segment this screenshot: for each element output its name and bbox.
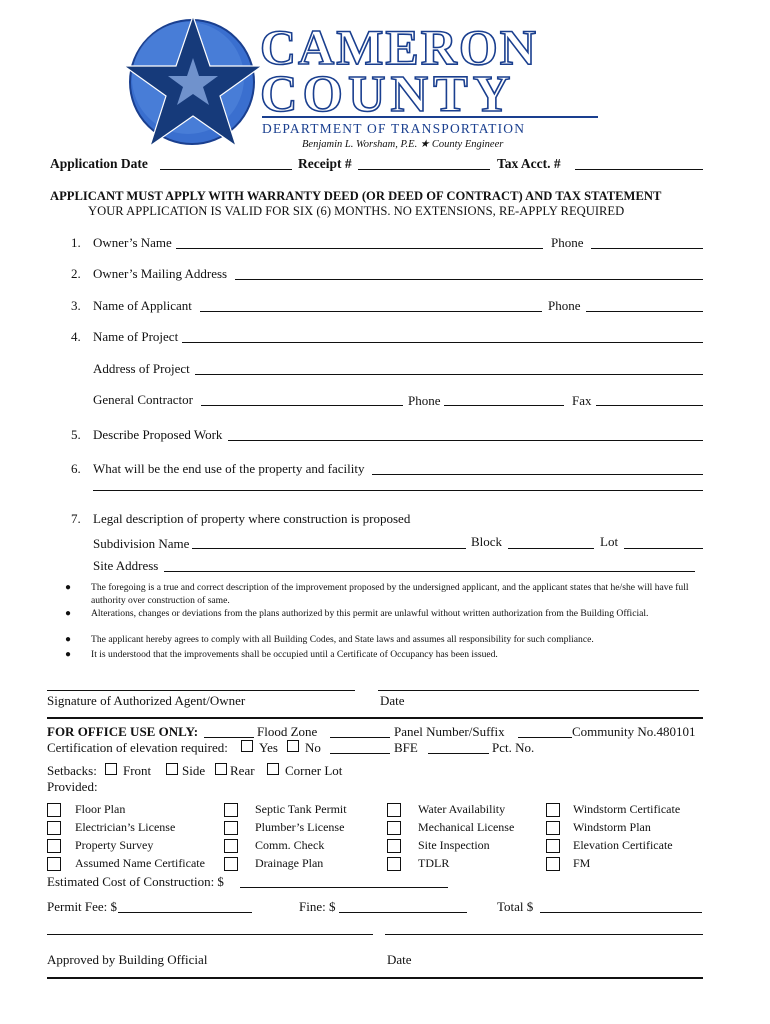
mechanical-license-checkbox[interactable] <box>387 821 401 835</box>
provided-label: Provided: <box>47 779 98 794</box>
setback-front-label: Front <box>123 763 152 778</box>
setback-side-label: Side <box>182 763 206 778</box>
signature-date-field[interactable] <box>378 690 699 691</box>
tax-acct-field[interactable] <box>575 169 703 170</box>
assumed-name-certificate-label: Assumed Name Certificate <box>75 856 205 870</box>
bullet-1-marker: ● <box>65 582 72 593</box>
county-seal-logo <box>124 14 262 148</box>
bullet-1-text: The foregoing is a true and correct description of the improvement proposed by the undersigned applicant, and the applicant states that he/she will have full authority over construction of same. <box>91 582 689 606</box>
department-name: DEPARTMENT OF TRANSPORTATION <box>262 121 526 136</box>
septic-tank-permit-label: Septic Tank Permit <box>255 802 347 816</box>
certification-no-label: No <box>305 740 321 755</box>
setbacks-label: Setbacks: <box>47 763 97 778</box>
subdivision-name-field[interactable] <box>192 548 466 549</box>
flood-zone-label: Flood Zone <box>257 724 318 739</box>
end-use-field-line-2[interactable] <box>93 490 703 491</box>
mailing-address-field[interactable] <box>235 279 703 280</box>
item-number-5: 5. <box>71 427 81 442</box>
windstorm-plan-label: Windstorm Plan <box>573 820 651 834</box>
flood-zone-field[interactable] <box>330 737 390 738</box>
project-address-label: Address of Project <box>93 361 190 376</box>
bullet-2-text: Alterations, changes or deviations from the plans authorized by this permit are unlawful without written authorization from the Building Official. <box>91 608 649 619</box>
elevation-certificate-checkbox[interactable] <box>546 839 560 853</box>
floor-plan-label: Floor Plan <box>75 802 126 816</box>
site-inspection-checkbox[interactable] <box>387 839 401 853</box>
describe-work-field[interactable] <box>228 440 703 441</box>
estimated-cost-label: Estimated Cost of Construction: $ <box>47 874 224 889</box>
plumbers-license-label: Plumber’s License <box>255 820 345 834</box>
setback-rear-label: Rear <box>230 763 255 778</box>
panel-number-field[interactable] <box>518 737 572 738</box>
community-number: Community No.480101 <box>572 724 696 739</box>
certification-no-checkbox[interactable] <box>287 740 299 752</box>
panel-number-label: Panel Number/Suffix <box>394 724 505 739</box>
legal-description-label: Legal description of property where construction is proposed <box>93 511 411 526</box>
tax-acct-label: Tax Acct. # <box>497 156 561 171</box>
applicant-phone-label: Phone <box>548 298 581 313</box>
star-seal-icon <box>124 14 262 148</box>
block-field[interactable] <box>508 548 594 549</box>
estimated-cost-field[interactable] <box>240 887 448 888</box>
general-contractor-label: General Contractor <box>93 392 193 407</box>
corner-lot-checkbox[interactable] <box>267 763 279 775</box>
applicant-name-field[interactable] <box>200 311 542 312</box>
setback-front-checkbox[interactable] <box>105 763 117 775</box>
project-name-label: Name of Project <box>93 329 179 344</box>
lot-label: Lot <box>600 534 619 549</box>
tdlr-label: TDLR <box>418 856 450 870</box>
header-title-county: COUNTY <box>260 66 516 123</box>
windstorm-certificate-label: Windstorm Certificate <box>573 802 681 816</box>
applicant-name-label: Name of Applicant <box>93 298 192 313</box>
office-use-heading: FOR OFFICE USE ONLY: <box>47 724 199 739</box>
item-number-4: 4. <box>71 329 81 344</box>
item-number-7: 7. <box>71 511 81 526</box>
setback-rear-checkbox[interactable] <box>215 763 227 775</box>
owners-phone-label: Phone <box>551 235 584 250</box>
certification-yes-checkbox[interactable] <box>241 740 253 752</box>
windstorm-certificate-checkbox[interactable] <box>546 803 560 817</box>
tdlr-checkbox[interactable] <box>387 857 401 871</box>
fm-label: FM <box>573 856 591 870</box>
contractor-phone-field[interactable] <box>444 405 564 406</box>
item-number-2: 2. <box>71 266 81 281</box>
water-availability-label: Water Availability <box>418 802 506 816</box>
comm-check-checkbox[interactable] <box>224 839 238 853</box>
notice-line-1: APPLICANT MUST APPLY WITH WARRANTY DEED (OR DEED OF CONTRACT) AND TAX STATEMENT <box>50 189 662 203</box>
applicant-phone-field[interactable] <box>586 311 703 312</box>
drainage-plan-checkbox[interactable] <box>224 857 238 871</box>
end-use-label: What will be the end use of the property and facility <box>93 461 365 476</box>
certification-blank[interactable] <box>330 753 390 754</box>
site-address-label: Site Address <box>93 558 159 573</box>
fine-field[interactable] <box>339 912 467 913</box>
header-title-cameron: CAMERON <box>260 19 538 75</box>
elevation-certificate-label: Elevation Certificate <box>573 838 673 852</box>
corner-lot-label: Corner Lot <box>285 763 343 778</box>
mechanical-license-label: Mechanical License <box>418 820 515 834</box>
septic-tank-permit-checkbox[interactable] <box>224 803 238 817</box>
total-label: Total $ <box>497 899 534 914</box>
comm-check-label: Comm. Check <box>255 838 325 852</box>
permit-fee-field[interactable] <box>118 912 252 913</box>
notice-line-2: YOUR APPLICATION IS VALID FOR SIX (6) MONTHS. NO EXTENSIONS, RE-APPLY REQUIRED <box>88 204 625 218</box>
approval-signature-field[interactable] <box>47 934 373 935</box>
item-number-3: 3. <box>71 298 81 313</box>
end-use-field[interactable] <box>372 474 703 475</box>
windstorm-plan-checkbox[interactable] <box>546 821 560 835</box>
signature-date-label: Date <box>380 693 405 708</box>
signature-label: Signature of Authorized Agent/Owner <box>47 693 246 708</box>
approved-by-label: Approved by Building Official <box>47 952 208 967</box>
describe-work-label: Describe Proposed Work <box>93 427 223 442</box>
bullet-3-text: The applicant hereby agrees to comply with all Building Codes, and State laws and assumes all responsibility for such compliance. <box>91 634 594 645</box>
project-address-field[interactable] <box>195 374 703 375</box>
fm-checkbox[interactable] <box>546 857 560 871</box>
subdivision-name-label: Subdivision Name <box>93 536 190 551</box>
owners-name-field[interactable] <box>176 248 543 249</box>
contractor-fax-label: Fax <box>572 393 592 408</box>
block-label: Block <box>471 534 503 549</box>
application-date-label: Application Date <box>50 156 148 171</box>
setback-side-checkbox[interactable] <box>166 763 178 775</box>
approved-date-label: Date <box>387 952 412 967</box>
bullet-4-text: It is understood that the improvements shall be occupied until a Certificate of Occupancy has been issued. <box>91 649 498 660</box>
owners-name-label: Owner’s Name <box>93 235 172 250</box>
receipt-label: Receipt # <box>298 156 352 171</box>
property-survey-label: Property Survey <box>75 838 154 852</box>
pct-no-label: Pct. No. <box>492 740 535 755</box>
application-date-field[interactable] <box>160 169 292 170</box>
assumed-name-certificate-checkbox[interactable] <box>47 857 61 871</box>
fine-label: Fine: $ <box>299 899 336 914</box>
site-address-field[interactable] <box>164 571 695 572</box>
signature-field[interactable] <box>47 690 355 691</box>
bullet-2-marker: ● <box>65 608 72 619</box>
certification-label: Certification of elevation required: <box>47 740 228 755</box>
bullet-4-marker: ● <box>65 649 72 660</box>
contractor-fax-field[interactable] <box>596 405 703 406</box>
item-number-6: 6. <box>71 461 81 476</box>
lot-field[interactable] <box>624 548 703 549</box>
office-heading-blank[interactable] <box>204 737 254 738</box>
plumbers-license-checkbox[interactable] <box>224 821 238 835</box>
bullet-3-marker: ● <box>65 634 72 645</box>
permit-fee-label: Permit Fee: $ <box>47 899 118 914</box>
bfe-label: BFE <box>394 740 418 755</box>
mailing-address-label: Owner’s Mailing Address <box>93 266 228 281</box>
owners-phone-field[interactable] <box>591 248 703 249</box>
header-divider <box>262 116 598 118</box>
receipt-field[interactable] <box>358 169 490 170</box>
property-survey-checkbox[interactable] <box>47 839 61 853</box>
contractor-phone-label: Phone <box>408 393 441 408</box>
item-number-1: 1. <box>71 235 81 250</box>
footer-rule <box>47 977 703 979</box>
office-divider <box>47 717 703 719</box>
total-field[interactable] <box>540 912 702 913</box>
drainage-plan-label: Drainage Plan <box>255 856 324 870</box>
electricians-license-checkbox[interactable] <box>47 821 61 835</box>
approval-date-field[interactable] <box>385 934 703 935</box>
floor-plan-checkbox[interactable] <box>47 803 61 817</box>
water-availability-checkbox[interactable] <box>387 803 401 817</box>
county-engineer: Benjamin L. Worsham, P.E. ★ County Engineer <box>302 139 504 150</box>
project-name-field[interactable] <box>182 342 703 343</box>
electricians-license-label: Electrician’s License <box>75 820 176 834</box>
site-inspection-label: Site Inspection <box>418 838 490 852</box>
bfe-field[interactable] <box>428 753 489 754</box>
general-contractor-field[interactable] <box>201 405 403 406</box>
certification-yes-label: Yes <box>259 740 278 755</box>
